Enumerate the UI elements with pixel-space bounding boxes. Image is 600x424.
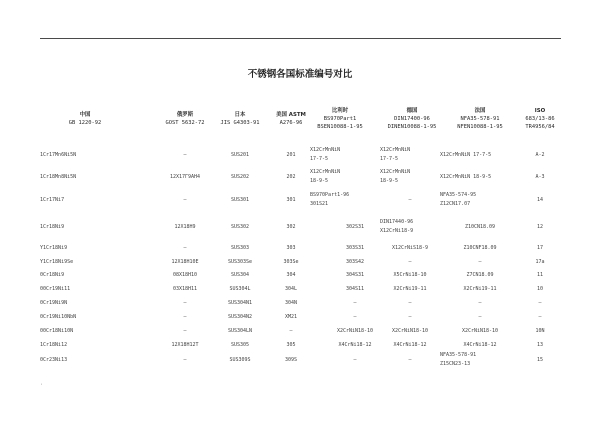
cell-line: – bbox=[183, 197, 187, 203]
cell-line: 0Cr18Ni9 bbox=[40, 272, 65, 278]
cell-russia bbox=[155, 173, 215, 182]
cell-line: X12CrMnNiN 18-9-5 bbox=[440, 174, 492, 180]
cell-line: DIN17440-96 bbox=[380, 219, 414, 225]
cell-iso bbox=[525, 151, 555, 160]
cell-japan bbox=[210, 356, 270, 365]
cell-russia bbox=[155, 327, 215, 336]
cell-line: X12CrMnNiN bbox=[310, 147, 341, 153]
cell-usa bbox=[275, 173, 307, 182]
cell-line: – bbox=[183, 245, 187, 251]
cell-france bbox=[440, 271, 520, 280]
cell-china bbox=[40, 299, 67, 308]
cell-line: Z15CN23-13 bbox=[440, 360, 471, 367]
cell-usa bbox=[275, 356, 307, 365]
cell-iso bbox=[525, 223, 555, 232]
cell-line: 302S31 bbox=[345, 224, 365, 230]
cell-line: Z7CN18.09 bbox=[466, 272, 494, 278]
cell-line: X2CrNiN18-10 bbox=[391, 328, 429, 334]
cell-line: 0Cr23Ni13 bbox=[40, 357, 68, 363]
cell-china bbox=[40, 196, 64, 205]
cell-germany bbox=[380, 327, 440, 336]
cell-line: 304S11 bbox=[345, 286, 365, 292]
cell-usa bbox=[275, 244, 307, 253]
cell-line: XM21 bbox=[284, 314, 298, 320]
cell-russia bbox=[155, 341, 215, 350]
header-germany: 德国 DIN17400-96 DINEN10088-1-95 bbox=[387, 108, 437, 131]
cell-japan bbox=[210, 173, 270, 182]
cell-usa bbox=[275, 271, 307, 280]
cell-line: 303S42 bbox=[345, 259, 365, 265]
cell-line: 18-9-5 bbox=[380, 177, 399, 184]
cell-china bbox=[40, 356, 67, 365]
cell-line: 1Cr18Mn8Ni5N bbox=[40, 174, 77, 180]
cell-usa bbox=[275, 258, 307, 267]
cell-japan bbox=[210, 313, 270, 322]
cell-iso bbox=[525, 299, 555, 308]
cell-line: 12Х18Н10Е bbox=[171, 259, 199, 265]
cell-russia bbox=[155, 196, 215, 205]
cell-france bbox=[440, 285, 520, 294]
header-usa: 美国 ASTM A276-96 bbox=[276, 112, 306, 127]
cell-line: 08Х18Н10 bbox=[172, 272, 198, 278]
cell-japan bbox=[210, 258, 270, 267]
cell-line: 304N bbox=[284, 300, 298, 306]
cell-china bbox=[40, 258, 73, 267]
cell-china bbox=[40, 271, 64, 280]
cell-line: 303S31 bbox=[345, 245, 365, 251]
cell-france bbox=[440, 191, 520, 208]
cell-china bbox=[40, 285, 70, 294]
cell-line: 0Cr19Ni9N bbox=[40, 300, 68, 306]
cell-line: SUS304L bbox=[229, 286, 251, 292]
cell-line: 12Х17Г9АН4 bbox=[169, 174, 201, 180]
cell-japan bbox=[210, 341, 270, 350]
cell-line: X4CrNi18-12 bbox=[463, 342, 497, 348]
cell-line: 00Cr19Ni11 bbox=[40, 286, 71, 292]
cell-line: X12CrNiS18-9 bbox=[391, 245, 429, 251]
cell-line: 303Se bbox=[283, 259, 299, 265]
cell-france bbox=[440, 299, 520, 308]
cell-line: 1Cr18Ni12 bbox=[40, 342, 68, 348]
cell-usa bbox=[275, 285, 307, 294]
cell-japan bbox=[210, 244, 270, 253]
cell-line: Z10CNF18.09 bbox=[463, 245, 497, 251]
cell-line: SUS201 bbox=[230, 152, 250, 158]
cell-line: – bbox=[408, 314, 412, 320]
cell-line: X2CrNi19-11 bbox=[463, 286, 497, 292]
cell-iso bbox=[525, 271, 555, 280]
cell-line: 12Х18Н9 bbox=[174, 224, 196, 230]
cell-line: 15 bbox=[536, 357, 544, 363]
cell-line: SUS304N1 bbox=[227, 300, 253, 306]
cell-line: – bbox=[183, 152, 187, 158]
cell-iso bbox=[525, 327, 555, 336]
cell-line: Z10CN18.09 bbox=[464, 224, 496, 230]
cell-line: – bbox=[353, 300, 357, 306]
cell-line: – bbox=[408, 357, 412, 363]
cell-line: 301 bbox=[286, 197, 296, 203]
cell-germany bbox=[380, 299, 440, 308]
cell-line: X12CrMnNiN 17-7-5 bbox=[440, 152, 492, 158]
cell-japan bbox=[210, 285, 270, 294]
cell-japan bbox=[210, 299, 270, 308]
header-belgium: 比利时 BS970Part1 BSEN10088-1-95 bbox=[317, 108, 363, 131]
cell-line: – bbox=[478, 259, 482, 265]
cell-japan bbox=[210, 151, 270, 160]
cell-line: SUS303Se bbox=[227, 259, 253, 265]
header-japan: 日本 JIS G4303-91 bbox=[220, 112, 260, 127]
cell-line: SUS303 bbox=[230, 245, 250, 251]
cell-iso bbox=[525, 196, 555, 205]
cell-china bbox=[40, 341, 67, 350]
cell-china bbox=[40, 223, 64, 232]
cell-usa bbox=[275, 313, 307, 322]
cell-line: 304L bbox=[284, 286, 298, 292]
cell-france bbox=[440, 327, 520, 336]
document-title: 不锈钢各国标准编号对比 bbox=[247, 69, 353, 80]
cell-line: 12Х18Н12Т bbox=[171, 342, 199, 348]
cell-france bbox=[440, 244, 520, 253]
cell-line: X12CrMnNiN bbox=[380, 169, 411, 175]
cell-line: SUS304N2 bbox=[227, 314, 253, 320]
cell-iso bbox=[525, 341, 555, 350]
cell-line: 17a bbox=[535, 259, 545, 265]
cell-line: – bbox=[408, 259, 412, 265]
cell-germany bbox=[380, 196, 440, 205]
cell-line: Y1Cr18Ni9 bbox=[40, 245, 68, 251]
cell-line: A-3 bbox=[535, 174, 545, 180]
cell-line: 18-9-5 bbox=[310, 177, 329, 184]
cell-line: 303 bbox=[286, 245, 296, 251]
cell-line: 1Cr18Ni9 bbox=[40, 224, 65, 230]
cell-germany bbox=[380, 313, 440, 322]
cell-russia bbox=[155, 271, 215, 280]
cell-line: 304S31 bbox=[345, 272, 365, 278]
cell-line: 10N bbox=[535, 328, 545, 334]
cell-line: 302 bbox=[286, 224, 296, 230]
cell-line: – bbox=[408, 197, 412, 203]
header-france: 法国 NFA35-578-91 NFEN10088-1-95 bbox=[457, 108, 503, 131]
cell-line: – bbox=[478, 300, 482, 306]
cell-russia bbox=[155, 299, 215, 308]
cell-line: 17-7-5 bbox=[310, 155, 329, 162]
cell-line: – bbox=[183, 314, 187, 320]
cell-line: Y1Cr18Ni9Se bbox=[40, 259, 74, 265]
cell-line: – bbox=[353, 357, 357, 363]
cell-japan bbox=[210, 223, 270, 232]
cell-russia bbox=[155, 223, 215, 232]
cell-china bbox=[40, 244, 67, 253]
top-rule bbox=[40, 38, 561, 39]
cell-line: SUS302 bbox=[230, 224, 250, 230]
cell-line: X12CrMnNiN bbox=[310, 169, 341, 175]
cell-china bbox=[40, 173, 76, 182]
cell-france bbox=[440, 223, 520, 232]
footnote-mark: · bbox=[40, 382, 44, 388]
cell-germany bbox=[380, 168, 440, 185]
cell-russia bbox=[155, 244, 215, 253]
cell-line: 309S bbox=[284, 357, 298, 363]
header-china: 中国 GB 1220-92 bbox=[68, 112, 102, 127]
cell-line: – bbox=[478, 314, 482, 320]
cell-japan bbox=[210, 196, 270, 205]
cell-line: – bbox=[353, 314, 357, 320]
cell-line: – bbox=[538, 314, 542, 320]
cell-line: 301S21 bbox=[310, 200, 329, 207]
cell-line: X5CrNi18-10 bbox=[393, 272, 427, 278]
cell-line: 305 bbox=[286, 342, 296, 348]
cell-usa bbox=[275, 341, 307, 350]
cell-russia bbox=[155, 313, 215, 322]
cell-germany bbox=[380, 244, 440, 253]
cell-line: 00Cr18Ni10N bbox=[40, 328, 74, 334]
cell-germany bbox=[380, 285, 440, 294]
cell-line: X12CrMnNiN bbox=[380, 147, 411, 153]
cell-line: 0Cr19Ni10NbN bbox=[40, 314, 77, 320]
cell-line: 17 bbox=[536, 245, 544, 251]
cell-russia bbox=[155, 258, 215, 267]
cell-line: 03Х18Н11 bbox=[172, 286, 198, 292]
cell-line: SUS301 bbox=[230, 197, 250, 203]
cell-line: – bbox=[289, 328, 293, 334]
cell-line: A-2 bbox=[535, 152, 545, 158]
cell-line: SUS304 bbox=[230, 272, 250, 278]
cell-line: 17-7-5 bbox=[380, 155, 399, 162]
cell-line: 304 bbox=[286, 272, 296, 278]
cell-france bbox=[440, 313, 520, 322]
cell-line: SUS304LN bbox=[227, 328, 253, 334]
cell-line: X12CrNi18-9 bbox=[380, 227, 414, 234]
cell-iso bbox=[525, 258, 555, 267]
cell-iso bbox=[525, 173, 555, 182]
cell-line: – bbox=[183, 300, 187, 306]
cell-line: 1Cr17Ni7 bbox=[40, 197, 65, 203]
cell-usa bbox=[275, 223, 307, 232]
cell-france bbox=[440, 258, 520, 267]
cell-germany bbox=[380, 356, 440, 365]
cell-line: X4CrNi18-12 bbox=[338, 342, 372, 348]
cell-russia bbox=[155, 285, 215, 294]
cell-line: – bbox=[183, 357, 187, 363]
cell-line: 10 bbox=[536, 286, 544, 292]
cell-usa bbox=[275, 196, 307, 205]
cell-line: 11 bbox=[536, 272, 544, 278]
cell-line: X2CrNiN18-10 bbox=[336, 328, 374, 334]
cell-line: NFA35-578-91 bbox=[440, 352, 477, 358]
cell-line: – bbox=[408, 300, 412, 306]
cell-line: 12 bbox=[536, 224, 544, 230]
cell-usa bbox=[275, 151, 307, 160]
cell-germany bbox=[380, 218, 440, 235]
cell-germany bbox=[380, 146, 440, 163]
cell-france bbox=[440, 151, 520, 160]
cell-france bbox=[440, 173, 520, 182]
cell-line: X4CrNi18-12 bbox=[393, 342, 427, 348]
cell-line: SUS305 bbox=[230, 342, 250, 348]
cell-line: BS970Part1-96 bbox=[310, 192, 350, 198]
cell-usa bbox=[275, 327, 307, 336]
header-iso: ISO 683/13-86 TR4956/84 bbox=[525, 108, 555, 131]
cell-line: SUS202 bbox=[230, 174, 250, 180]
cell-line: 13 bbox=[536, 342, 544, 348]
cell-france bbox=[440, 351, 520, 368]
table-header bbox=[0, 109, 600, 137]
cell-germany bbox=[380, 341, 440, 350]
cell-line: Z12CN17.07 bbox=[440, 200, 471, 207]
cell-usa bbox=[275, 299, 307, 308]
cell-germany bbox=[380, 271, 440, 280]
cell-china bbox=[40, 327, 73, 336]
cell-japan bbox=[210, 271, 270, 280]
cell-line: 201 bbox=[286, 152, 296, 158]
cell-line: – bbox=[183, 328, 187, 334]
cell-china bbox=[40, 313, 76, 322]
cell-iso bbox=[525, 244, 555, 253]
cell-line: SUS309S bbox=[229, 357, 251, 363]
cell-russia bbox=[155, 356, 215, 365]
cell-japan bbox=[210, 327, 270, 336]
cell-iso bbox=[525, 356, 555, 365]
header-russia: 俄罗斯 GOST 5632-72 bbox=[165, 112, 205, 127]
cell-china bbox=[40, 151, 76, 160]
cell-russia bbox=[155, 151, 215, 160]
cell-line: – bbox=[538, 300, 542, 306]
cell-line: 202 bbox=[286, 174, 296, 180]
cell-line: X2CrNi19-11 bbox=[393, 286, 427, 292]
cell-iso bbox=[525, 285, 555, 294]
cell-line: X2CrNiN18-10 bbox=[461, 328, 499, 334]
cell-france bbox=[440, 341, 520, 350]
cell-germany bbox=[380, 258, 440, 267]
cell-line: 14 bbox=[536, 197, 544, 203]
cell-line: NFA35-574-95 bbox=[440, 192, 477, 198]
cell-iso bbox=[525, 313, 555, 322]
cell-line: 1Cr17Mn6Ni5N bbox=[40, 152, 77, 158]
